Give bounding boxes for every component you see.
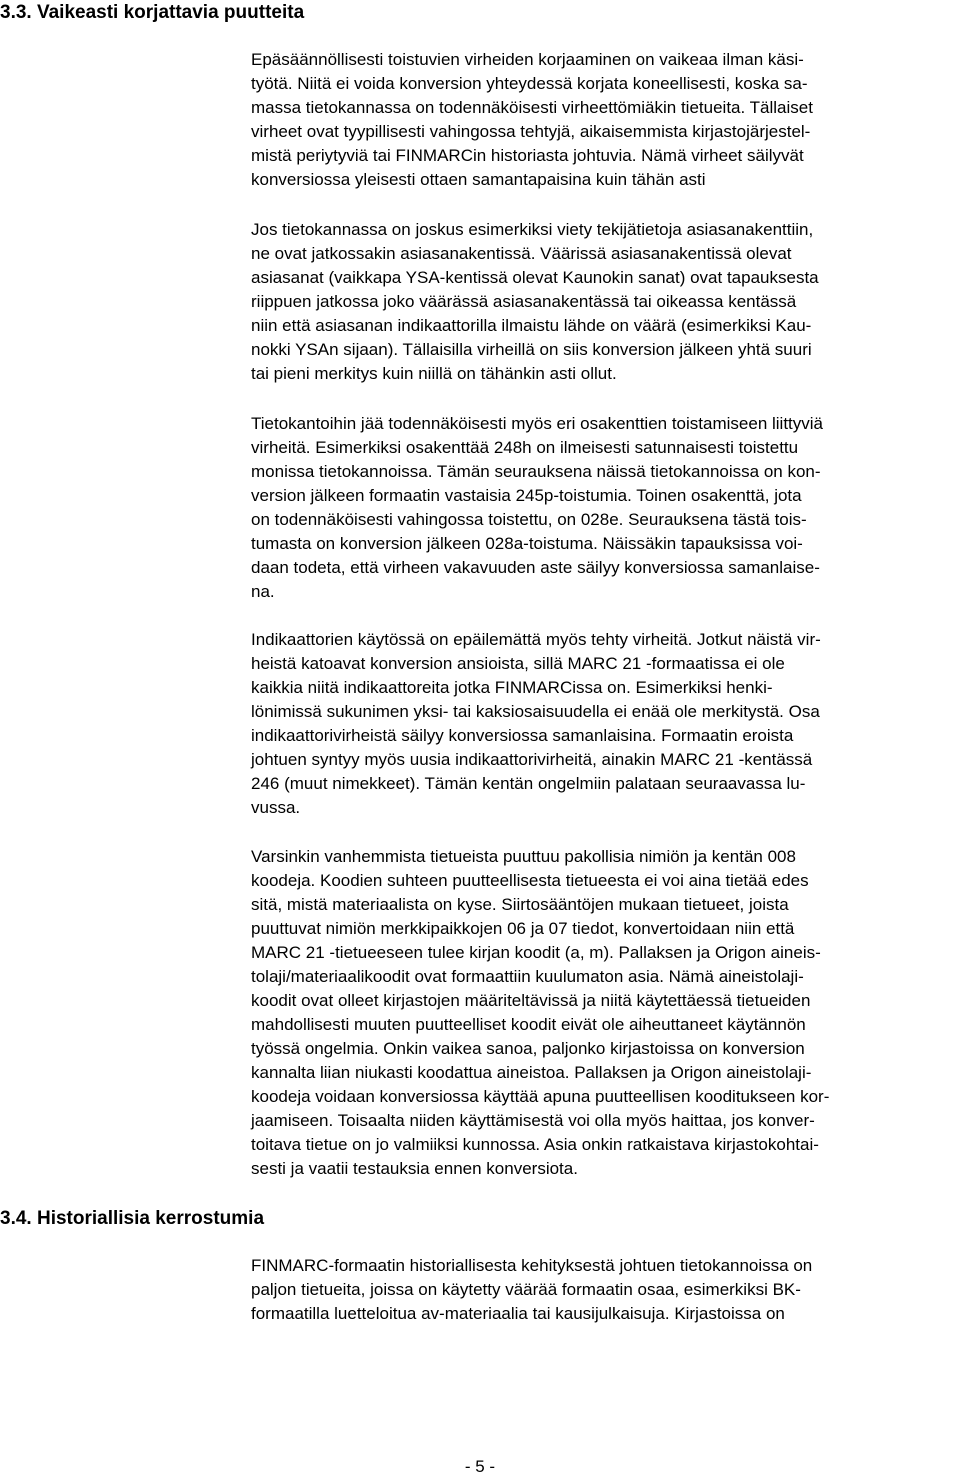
paragraph-3-3-5: Varsinkin vanhemmista tietueista puuttuu pakollisia nimiön ja kentän 008 koodeja. Koodien suhteen puutteellisesta tietueesta ei voi aina tietää edes sitä, mistä materiaalista on kyse. Siirtosääntöjen mukaan tietueet, joista puuttuvat nimiön merkkipaikkojen 06 ja 07 tiedot, konvertoidaan niin että MARC 21 -tietueeseen tulee kirjan koodit (a, m). Pallaksen ja Origon aineis- tolaji/materiaalikoodit ovat formaattiin kuulumaton asia. Nämä aineistolaji- koodit ovat olleet kirjastojen määriteltävissä ja niitä käytettäessä tietueiden mahdollisesti muuten puutteelliset koodit eivät ole aiheuttaneet käytännön työssä ongelmia. Onkin vaikea sanoa, paljonko kirjastoissa on konversion kannalta liian niukasti koodattua aineistoa. Pallaksen ja Origon aineistolaji- koodeja voidaan konversiossa käyttää apuna puutteellisen kooditukseen kor- jaamiseen. Toisaalta niiden käyttämisestä voi olla myös haittaa, jos konver- toitava tietue on jo valmiiksi kunnossa. Asia onkin ratkaistava kirjastokohtai- sesti ja vaatii testauksia ennen konversiota. [251,847,830,1178]
section-heading-3-3: 3.3. Vaikeasti korjattavia puutteita [0,2,305,23]
paragraph-3-3-1: Epäsäännöllisesti toistuvien virheiden korjaaminen on vaikeaa ilman käsi- työtä. Niitä ei voida konversion yhteydessä korjata koneellisesti, koska sa- massa tietokannassa on todennäköisesti virheettömiäkin tietueita. Tällaiset virheet ovat tyypillisesti vahingossa tehtyjä, aikaisemmista kirjastojärjestel- mistä periytyviä tai FINMARCin historiasta johtuvia. Nämä virheet säilyvät konversiossa yleisesti ottaen samantapaisina kuin tähän asti [251,50,813,189]
section-heading-3-4: 3.4. Historiallisia kerrostumia [0,1208,265,1229]
page-number: - 5 - [464,1457,496,1476]
paragraph-3-3-2: Jos tietokannassa on joskus esimerkiksi viety tekijätietoja asiasanakenttiin, ne ovat jatkossakin asiasanakentissä. Väärissä asiasanakentissä olevat asiasanat (vaikkapa YSA-kentissä olevat Kaunokin sanat) ovat tapauksesta riippuen jatkossa joko väärässä asiasanakentässä tai oikeassa kentässä niin että asiasanan indikaattorilla ilmaistu lähde on väärä (esimerkiksi Kau- nokki YSAn sijaan). Tällaisilla virheillä on siis konversion jälkeen yhtä suuri tai pieni merkitys kuin niillä on tähänkin asti ollut. [251,220,819,383]
paragraph-3-4-1: FINMARC-formaatin historiallisesta kehityksestä johtuen tietokannoissa on paljon tietueita, joissa on käytetty väärää formaatin osaa, esimerkiksi BK- formaatilla luetteloitua av-materiaalia tai kausijulkaisuja. Kirjastoissa on [251,1256,813,1323]
paragraph-3-3-4: Indikaattorien käytössä on epäilemättä myös tehty virheitä. Jotkut näistä vir- heistä katoavat konversion ansioista, sillä MARC 21 -formaatissa ei ole kaikkia niitä indikaattoreita jotka FINMARCissa on. Esimerkiksi henki- lönimissä sukunimen yksi- tai kaksiosaisuudella ei enää ole merkitystä. Osa indikaattorivirheistä säilyy konversiossa samanlaisina. Formaatin eroista johtuen syntyy myös uusia indikaattorivirheitä, ainakin MARC 21 -kentässä 246 (muut nimekkeet). Tämän kentän ongelmiin palataan seuraavassa lu- vussa. [251,630,821,817]
paragraph-3-3-3: Tietokantoihin jää todennäköisesti myös eri osakenttien toistamiseen liittyviä virheitä. Esimerkiksi osakenttää 248h on ilmeisesti satunnaisesti toistettu monissa tietokannoissa. Tämän seurauksena näissä tietokannoissa on kon- version jälkeen formaatin vastaisia 245p-toistumia. Toinen osakenttä, jota on todennäköisesti vahingossa toistettu, on 028e. Seurauksena tästä tois- tumasta on konversion jälkeen 028a-toistuma. Näissäkin tapauksissa voi- daan todeta, että virheen vakavuuden aste säilyy konversiossa samanlaise- na. [251,414,823,601]
